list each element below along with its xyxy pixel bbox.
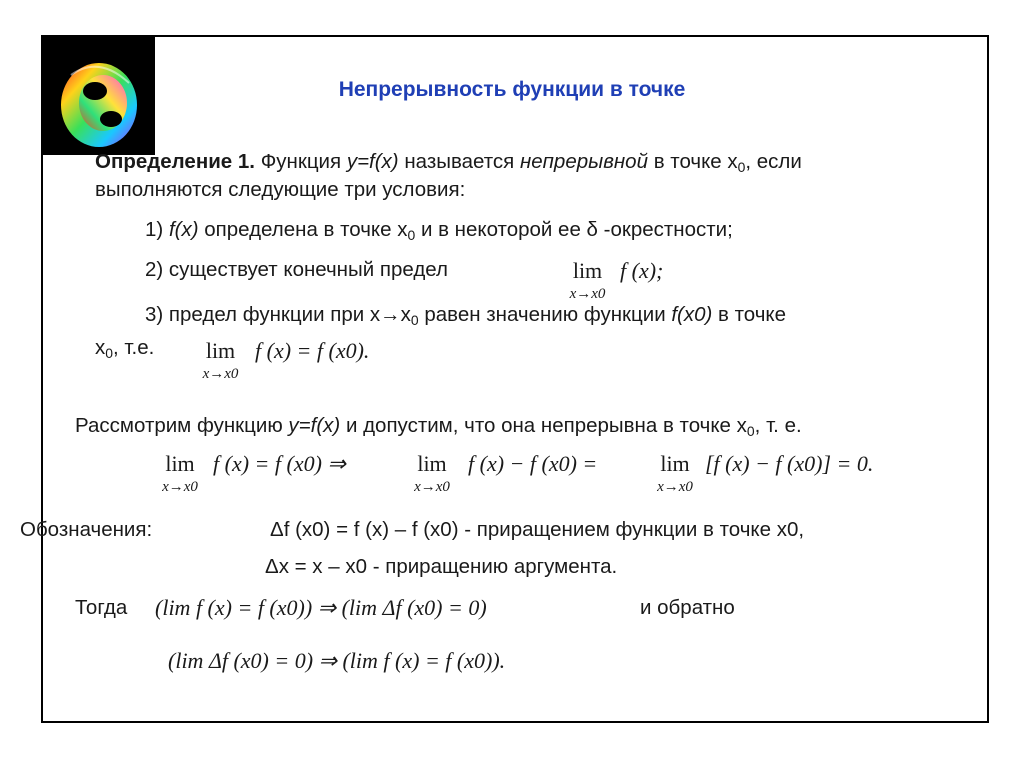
condition-3-line2-sub: 0 (105, 344, 114, 361)
condition-3-sub: 0 (410, 311, 419, 328)
condition-1-prefix: 1) (145, 218, 169, 241)
formula-1-lim-word-2: lim (417, 451, 447, 476)
condition-3-text-c: в точке (712, 303, 787, 326)
consider-text-b: и допустим, что она непрерывна в точке x (340, 414, 747, 437)
then-conj: и обратно (640, 596, 735, 619)
condition-3-text-b: равен значению функции (418, 303, 672, 326)
consider-text-a: Рассмотрим функцию (75, 414, 289, 437)
consider-line (75, 416, 802, 437)
formula-1-part-3 (705, 453, 873, 475)
then-expr-b (168, 650, 505, 672)
consider-sub: 0 (746, 422, 755, 439)
condition-1-text2: и в некоторой ее δ -окрестности; (415, 218, 733, 241)
condition-3-limit (193, 340, 248, 382)
notation-label: Обозначения: (20, 518, 153, 541)
definition-text-b: называется (398, 150, 520, 173)
condition-3-text-a: 3) предел функции при x→x (145, 303, 411, 326)
formula-1-part-2 (468, 453, 597, 475)
slide-title: Непрерывность функции в точке (338, 78, 686, 101)
then-expr-b-text: (lim Δf (x0) = 0) ⇒ (lim f (x) = f (x0)). (168, 648, 506, 673)
condition-3-expr (255, 340, 369, 362)
then-expr-a-text: (lim f (x) = f (x0)) ⇒ (lim Δf (x0) = 0) (155, 595, 487, 620)
formula-1-lim-under-2: x→x0 (414, 479, 450, 495)
formula-1-part-3-text: [f (x) − f (x0)] = 0. (705, 451, 874, 476)
definition-func: y=f(x) (346, 150, 399, 173)
condition-3-line2-b: , т.е. (113, 336, 155, 359)
condition-3-line-2 (95, 338, 154, 359)
formula-1-lim-word-1: lim (165, 451, 195, 476)
condition-1-func: f(x) (168, 218, 199, 241)
formula-1-limit-2 (402, 453, 462, 495)
definition-label: Определение 1. (95, 150, 255, 173)
definition-text-d: , если (745, 150, 802, 173)
condition-3-lim-word: lim (205, 338, 236, 363)
condition-2-limit (560, 260, 615, 302)
then-label: Тогда (75, 596, 128, 619)
formula-1-limit-1 (150, 453, 210, 495)
consider-func: y=f(x) (288, 414, 341, 437)
condition-2-expr-text: f (x); (620, 258, 664, 283)
formula-1-part-1 (213, 453, 346, 475)
formula-1-lim-word-3: lim (660, 451, 690, 476)
formula-1-lim-under-1: x→x0 (162, 479, 198, 495)
condition-3-lim-under: x→x0 (202, 366, 239, 382)
condition-3-expr-text: f (x) = f (x0). (255, 338, 370, 363)
formula-1-part-2-text: f (x) − f (x0) = (468, 451, 598, 476)
notation-line-2: Δx = x – x0 - приращению аргумента. (265, 555, 618, 578)
condition-2-lim-word: lim (572, 258, 603, 283)
condition-1 (145, 220, 733, 241)
condition-1-text: определена в точке x (198, 218, 408, 241)
condition-2-expr (620, 260, 663, 282)
formula-1-limit-3 (645, 453, 705, 495)
consider-text-c: , т. е. (754, 414, 802, 437)
definition-text-a: Функция (255, 150, 347, 173)
formula-1-lim-under-3: x→x0 (657, 479, 693, 495)
then-expr-a (155, 597, 487, 619)
definition-text-c: в точке x (648, 150, 738, 173)
condition-2-lim-under: x→x0 (569, 286, 606, 302)
definition-line-2: выполняются следующие три условия: (95, 178, 466, 201)
definition-emph: непрерывной (519, 150, 648, 173)
condition-3-func: f(x0) (671, 303, 713, 326)
definition-line-1 (95, 152, 802, 173)
notation-line-1: Δf (x0) = f (x) – f (x0) - приращением функции в точке x0, (270, 518, 805, 541)
definition-sub: 0 (737, 158, 746, 175)
condition-2-text: 2) существует конечный предел (145, 258, 448, 281)
condition-3-line2-a: x (95, 336, 106, 359)
formula-1-part-1-text: f (x) = f (x0) ⇒ (213, 451, 346, 476)
condition-1-sub: 0 (407, 226, 416, 243)
condition-3-line-1 (145, 305, 786, 326)
